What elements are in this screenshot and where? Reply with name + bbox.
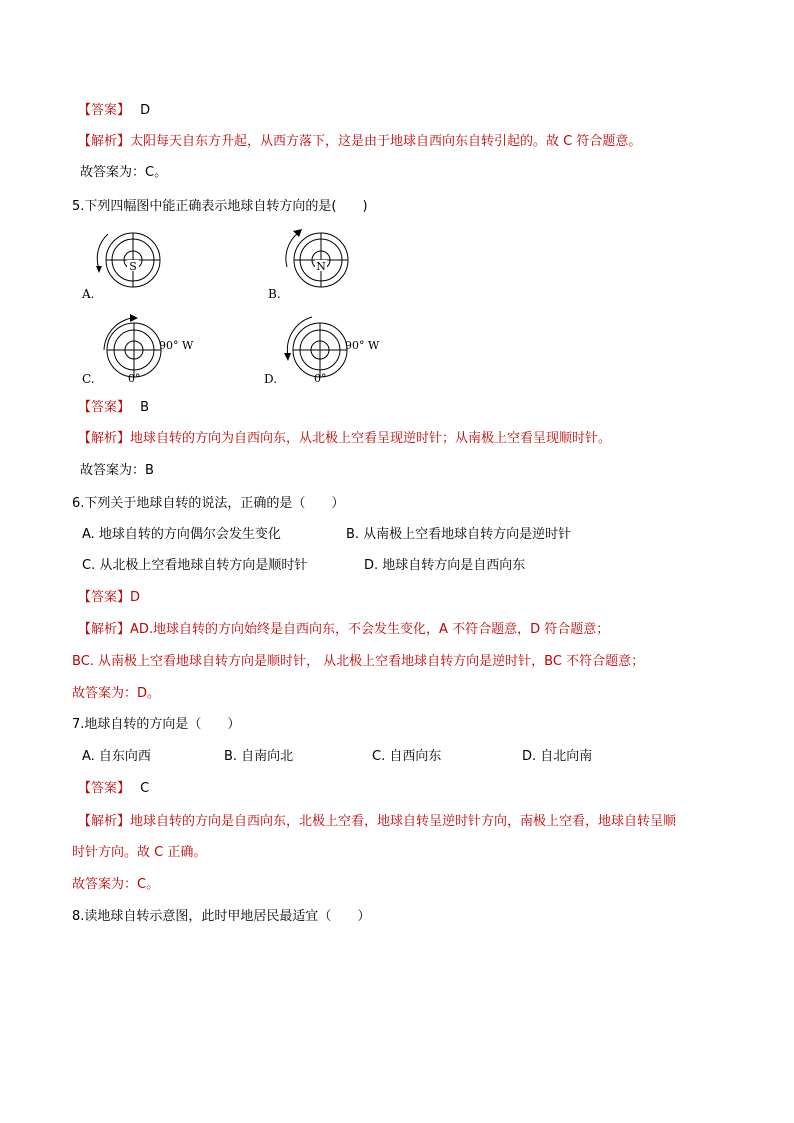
q4-answer-line — [78, 101, 150, 121]
longitude-label: 90° W — [159, 339, 194, 352]
answer-value: C — [140, 781, 150, 796]
q7-analysis-line-2: 时针方向。故 C 正确。 — [72, 845, 207, 860]
figure-b-label: B. — [268, 287, 281, 301]
q6-option-c: C. 从北极上空看地球自转方向是顺时针 — [82, 558, 308, 573]
meridian-label: 0° — [128, 372, 141, 385]
meridian-label: 0° — [314, 372, 327, 385]
q6-option-b: B. 从南极上空看地球自转方向是逆时针 — [346, 527, 572, 542]
answer-tag: 【答案】 — [78, 781, 131, 796]
figure-d-label: D. — [264, 372, 278, 386]
q6-analysis-line — [78, 620, 609, 640]
q7-option-a: A. 自东向西 — [82, 749, 151, 764]
figure-a-label: A. — [82, 287, 95, 301]
analysis-tag: 【解析】 — [78, 431, 131, 446]
figure-c-label: C. — [82, 372, 95, 386]
q4-conclusion: 故答案为：C。 — [80, 165, 168, 180]
q7-answer-line — [78, 779, 149, 799]
q5-answer-line — [78, 398, 149, 418]
q6-analysis-line-2: BC. 从南极上空看地球自转方向是顺时针， 从北极上空看地球自转方向是逆时针，BC 不符合题意； — [72, 654, 645, 669]
pole-label-n: N — [316, 260, 326, 273]
analysis-tag: 【解析】 — [78, 814, 131, 829]
q6-option-a: A. 地球自转的方向偶尔会发生变化 — [82, 527, 281, 542]
q8-question: 8.读地球自转示意图，此时甲地居民最适宜（ ） — [72, 909, 371, 924]
pole-label-s: S — [129, 260, 137, 273]
q6-option-d: D. 地球自转方向是自西向东 — [364, 558, 526, 573]
answer-value: D — [140, 103, 151, 118]
q4-analysis-line — [78, 132, 641, 152]
q6-question: 6.下列关于地球自转的说法，正确的是（ ） — [72, 496, 345, 511]
analysis-text: 地球自转的方向为自西向东，从北极上空看呈现逆时针；从南极上空看呈现顺时针。 — [130, 431, 612, 446]
answer-value: B — [140, 400, 150, 415]
analysis-text: 地球自转的方向是自西向东，北极上空看，地球自转呈逆时针方向，南极上空看，地球自转呈顺 — [130, 814, 677, 829]
answer-value: D — [130, 590, 141, 605]
figure-d — [278, 310, 388, 390]
q7-option-b: B. 自南向北 — [224, 749, 294, 764]
q5-question: 5.下列四幅图中能正确表示地球自转方向的是( ) — [72, 199, 368, 214]
longitude-label: 90° W — [345, 339, 380, 352]
figure-c — [92, 310, 202, 390]
q5-analysis-line — [78, 429, 611, 449]
q6-answer-line — [78, 588, 140, 608]
q7-conclusion: 故答案为：C。 — [72, 877, 160, 892]
figure-b — [276, 224, 356, 294]
analysis-text: AD.地球自转的方向始终是自西向东，不会发生变化，A 不符合题意，D 符合题意； — [130, 622, 610, 637]
q5-conclusion: 故答案为：B — [80, 463, 154, 478]
figure-a — [88, 224, 168, 294]
answer-tag: 【答案】 — [78, 103, 131, 118]
q7-analysis-line — [78, 812, 676, 832]
answer-tag: 【答案】 — [78, 400, 131, 415]
analysis-tag: 【解析】 — [78, 622, 131, 637]
analysis-tag: 【解析】 — [78, 134, 131, 149]
q7-question: 7.地球自转的方向是（ ） — [72, 717, 241, 732]
analysis-text: 太阳每天自东方升起，从西方落下，这是由于地球自西向东自转引起的。故 C 符合题意。 — [130, 134, 642, 149]
q6-conclusion: 故答案为：D。 — [72, 686, 161, 701]
answer-tag: 【答案】 — [78, 590, 131, 605]
q7-option-c: C. 自西向东 — [372, 749, 442, 764]
q7-option-d: D. 自北向南 — [522, 749, 593, 764]
